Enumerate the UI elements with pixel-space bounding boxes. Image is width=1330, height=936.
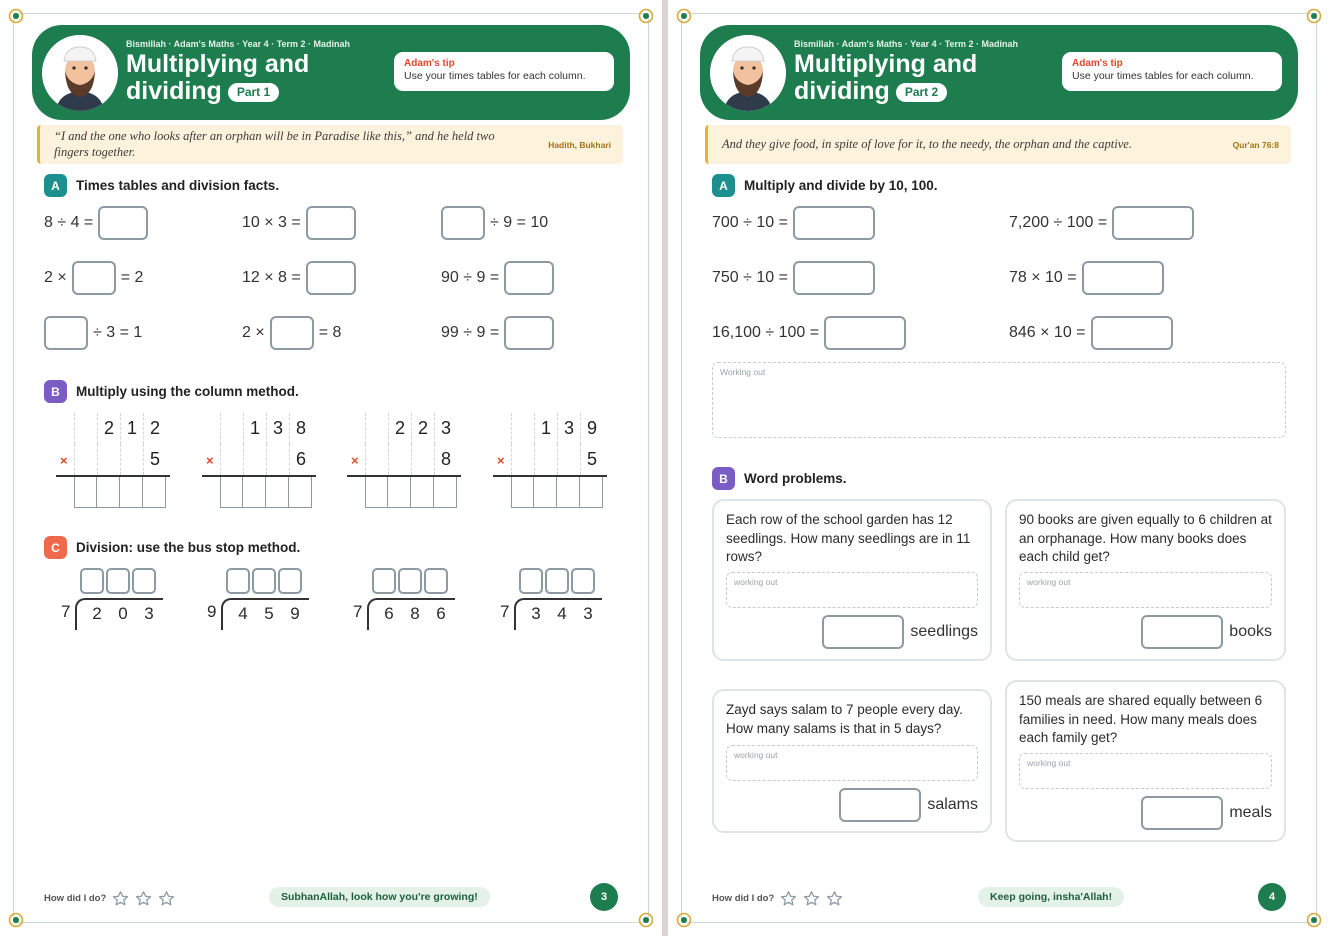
- digit-cell: [243, 444, 266, 475]
- tip-text: Use your times tables for each column.: [404, 70, 586, 82]
- tip-title: Adam's tip: [404, 58, 455, 69]
- digit-cell: 2: [97, 413, 120, 444]
- section-title: Times tables and division facts.: [76, 178, 280, 193]
- answer-row: [1141, 796, 1272, 830]
- title-line-2: dividing: [794, 77, 890, 105]
- corner-ornament-icon: [1306, 912, 1322, 928]
- star-icon[interactable]: [112, 890, 129, 907]
- answer-digit-box[interactable]: [580, 475, 603, 508]
- section-b-heading: [712, 467, 847, 490]
- answer-box[interactable]: [839, 788, 921, 822]
- answer-digit-box[interactable]: [266, 475, 289, 508]
- adams-tip-card: [394, 52, 614, 91]
- digit-cell: 2: [388, 413, 411, 444]
- page-number: 3: [590, 883, 618, 911]
- answer-unit: books: [1229, 623, 1272, 640]
- adams-tip-card: [1062, 52, 1282, 91]
- digit-cell: 3: [434, 413, 457, 444]
- title-line-1: Multiplying and: [126, 50, 310, 78]
- answer-digit-box[interactable]: [120, 475, 143, 508]
- answer-box[interactable]: [270, 316, 314, 350]
- quotient-box[interactable]: [252, 568, 276, 594]
- quotient-box[interactable]: [278, 568, 302, 594]
- star-icon[interactable]: [803, 890, 820, 907]
- answer-box[interactable]: [1141, 615, 1223, 649]
- page-header: [32, 25, 630, 120]
- digit-cell: 3: [557, 413, 580, 444]
- answer-digit-box[interactable]: [511, 475, 534, 508]
- dividend-digit: 4: [238, 604, 248, 623]
- answer-box[interactable]: [306, 261, 356, 295]
- fact-equation: [44, 316, 142, 350]
- quotient-box[interactable]: [372, 568, 396, 594]
- equals-line: [202, 475, 316, 477]
- digit-cell: [97, 444, 120, 475]
- digit-cell: [388, 444, 411, 475]
- equation-left: 7,200 ÷ 100 =: [1009, 214, 1108, 231]
- answer-row: [822, 615, 978, 649]
- equation-left: 700 ÷ 10 =: [712, 214, 788, 231]
- answer-box[interactable]: [793, 261, 875, 295]
- quran-quote: [705, 125, 1291, 164]
- section-title: Word problems.: [744, 471, 847, 486]
- fact-equation: [242, 316, 341, 350]
- fact-equation: [712, 261, 880, 295]
- star-icon[interactable]: [780, 890, 797, 907]
- answer-unit: salams: [927, 796, 978, 813]
- section-a-heading: [44, 174, 279, 197]
- title-line-2: dividing: [126, 77, 222, 105]
- equation-left: 99 ÷ 9 =: [441, 324, 500, 341]
- working-out-area[interactable]: [712, 362, 1286, 438]
- section-badge: A: [712, 174, 735, 197]
- answer-box[interactable]: [822, 615, 904, 649]
- quote-source: Hadith, Bukhari: [548, 139, 611, 150]
- word-problem-card: [1005, 499, 1286, 661]
- digit-cell: 1: [243, 413, 266, 444]
- part-badge: Part 2: [896, 83, 947, 102]
- corner-ornament-icon: [638, 8, 654, 24]
- page-title: [126, 51, 346, 105]
- page-title: [794, 51, 1014, 105]
- quotient-box[interactable]: [424, 568, 448, 594]
- section-title: Multiply using the column method.: [76, 384, 299, 399]
- equation-left: 90 ÷ 9 =: [441, 269, 500, 286]
- working-out-label: working out: [734, 577, 778, 587]
- bus-stop-division: [55, 568, 165, 634]
- column-multiplication: [202, 413, 317, 508]
- answer-box[interactable]: [824, 316, 906, 350]
- dividend-digit: 6: [436, 604, 446, 623]
- answer-digit-box[interactable]: [534, 475, 557, 508]
- equation-right: ÷ 3 = 1: [93, 324, 143, 341]
- answer-digit-box[interactable]: [220, 475, 243, 508]
- corner-ornament-icon: [676, 912, 692, 928]
- corner-ornament-icon: [1306, 8, 1322, 24]
- fact-equation: [242, 206, 361, 240]
- digit-cell: [74, 413, 97, 444]
- bus-stop-division: [494, 568, 604, 634]
- digit-cell: 8: [434, 444, 457, 475]
- times-sign: ×: [497, 453, 505, 468]
- fact-equation: [44, 261, 143, 295]
- answer-digit-box[interactable]: [557, 475, 580, 508]
- digit-cell: [365, 413, 388, 444]
- page-footer: [32, 884, 630, 910]
- times-sign: ×: [351, 453, 359, 468]
- star-icon[interactable]: [158, 890, 175, 907]
- section-title: Multiply and divide by 10, 100.: [744, 178, 938, 193]
- digit-cell: [557, 444, 580, 475]
- page-number: 4: [1258, 883, 1286, 911]
- equation-right: = 2: [120, 269, 144, 286]
- answer-unit: meals: [1229, 804, 1272, 821]
- page-footer: [700, 884, 1298, 910]
- fact-equation: [1009, 206, 1199, 240]
- fact-equation: [44, 206, 153, 240]
- bus-stop-division: [201, 568, 311, 634]
- adam-avatar-icon: [42, 35, 118, 111]
- section-b-heading: [44, 380, 299, 403]
- corner-ornament-icon: [8, 912, 24, 928]
- divisor: 9: [207, 602, 217, 621]
- corner-ornament-icon: [676, 8, 692, 24]
- digit-cell: [534, 444, 557, 475]
- fact-equation: [441, 316, 559, 350]
- dividend-digit: 3: [583, 604, 593, 623]
- working-out-area[interactable]: [726, 572, 978, 608]
- fact-equation: [712, 206, 880, 240]
- answer-box[interactable]: [306, 206, 356, 240]
- section-c-heading: [44, 536, 300, 559]
- answer-digit-box[interactable]: [365, 475, 388, 508]
- dividend-digit: 2: [92, 604, 102, 623]
- worksheet-page-3: [0, 0, 662, 936]
- part-badge: Part 1: [228, 83, 279, 102]
- answer-digit-box[interactable]: [243, 475, 266, 508]
- working-out-label: Working out: [720, 367, 766, 377]
- answer-box[interactable]: [72, 261, 116, 295]
- word-problem-text: Each row of the school garden has 12 seedlings. How many seedlings are in 11 rows?: [726, 512, 971, 564]
- equation-left: 16,100 ÷ 100 =: [712, 324, 820, 341]
- word-problem-card: [712, 499, 992, 661]
- fact-equation: [1009, 316, 1178, 350]
- equation-left: 846 × 10 =: [1009, 324, 1086, 341]
- answer-box[interactable]: [44, 316, 88, 350]
- word-problem-card: [712, 689, 992, 833]
- divisor: 7: [61, 602, 71, 621]
- dividend-digit: 9: [290, 604, 300, 623]
- equation-left: 2 ×: [242, 324, 265, 341]
- equals-line: [493, 475, 607, 477]
- digit-cell: [266, 444, 289, 475]
- equation-right: ÷ 9 = 10: [490, 214, 549, 231]
- quotient-box[interactable]: [571, 568, 595, 594]
- digit-cell: 6: [289, 444, 312, 475]
- corner-ornament-icon: [8, 8, 24, 24]
- digit-cell: [220, 444, 243, 475]
- dividend-digit: 0: [118, 604, 128, 623]
- fact-equation: [1009, 261, 1169, 295]
- dividend-digit: 5: [264, 604, 274, 623]
- fact-equation: [242, 261, 361, 295]
- dividend-digit: 6: [384, 604, 394, 623]
- tip-text: Use your times tables for each column.: [1072, 70, 1254, 82]
- column-multiplication: [347, 413, 462, 508]
- answer-box[interactable]: [1091, 316, 1173, 350]
- quotient-box[interactable]: [132, 568, 156, 594]
- dividend-digit: 3: [144, 604, 154, 623]
- digit-cell: 2: [143, 413, 166, 444]
- word-problem-text: Zayd says salam to 7 people every day. How many salams is that in 5 days?: [726, 702, 963, 736]
- working-out-area[interactable]: [1019, 753, 1272, 789]
- column-multiplication: [56, 413, 171, 508]
- working-out-label: working out: [1027, 758, 1071, 768]
- fact-equation: [712, 316, 911, 350]
- worksheet-page-4: [668, 0, 1330, 936]
- quote-source: Qur'an 76:8: [1232, 139, 1279, 150]
- rating-label: How did I do?: [712, 893, 775, 904]
- answer-unit: seedlings: [910, 623, 978, 640]
- tip-title: Adam's tip: [1072, 58, 1123, 69]
- divisor: 7: [353, 602, 363, 621]
- adam-avatar-icon: [710, 35, 786, 111]
- digit-cell: [411, 444, 434, 475]
- corner-ornament-icon: [638, 912, 654, 928]
- answer-box[interactable]: [1141, 796, 1223, 830]
- title-line-1: Multiplying and: [794, 50, 978, 78]
- star-icon[interactable]: [826, 890, 843, 907]
- answer-digit-box[interactable]: [289, 475, 312, 508]
- digit-cell: 1: [120, 413, 143, 444]
- hadith-quote: [37, 125, 623, 164]
- dividend-digit: 8: [410, 604, 420, 623]
- times-sign: ×: [60, 453, 68, 468]
- section-badge: B: [712, 467, 735, 490]
- worksheet-kicker: Bismillah · Adam's Maths · Year 4 · Term 2 · Madinah: [794, 39, 1019, 49]
- digit-cell: [365, 444, 388, 475]
- digit-cell: 9: [580, 413, 603, 444]
- answer-box[interactable]: [98, 206, 148, 240]
- answer-box[interactable]: [793, 206, 875, 240]
- self-rating: [44, 890, 175, 907]
- section-a-heading: [712, 174, 938, 197]
- equals-line: [56, 475, 170, 477]
- quotient-box[interactable]: [80, 568, 104, 594]
- encouragement-pill: SubhanAllah, look how you're growing!: [269, 887, 490, 907]
- digit-cell: 3: [266, 413, 289, 444]
- worksheet-kicker: Bismillah · Adam's Maths · Year 4 · Term 2 · Madinah: [126, 39, 351, 49]
- working-out-area[interactable]: [1019, 572, 1272, 608]
- equation-right: = 8: [318, 324, 342, 341]
- answer-box[interactable]: [504, 316, 554, 350]
- digit-cell: 5: [580, 444, 603, 475]
- word-problem-text: 90 books are given equally to 6 children at an orphanage. How many books does each child get?: [1019, 512, 1272, 564]
- dividend-digit: 3: [531, 604, 541, 623]
- answer-box[interactable]: [441, 206, 485, 240]
- section-badge: B: [44, 380, 67, 403]
- working-out-area[interactable]: [726, 745, 978, 781]
- bus-stop-division: [347, 568, 457, 634]
- answer-row: [1141, 615, 1272, 649]
- equation-left: 10 × 3 =: [242, 214, 301, 231]
- digit-cell: 8: [289, 413, 312, 444]
- page-header: [700, 25, 1298, 120]
- digit-cell: [74, 444, 97, 475]
- answer-digit-box[interactable]: [97, 475, 120, 508]
- digit-cell: 2: [411, 413, 434, 444]
- answer-digit-box[interactable]: [411, 475, 434, 508]
- digit-cell: [220, 413, 243, 444]
- quote-text: “I and the one who looks after an orphan will be in Paradise like this,” and he held two fingers together.: [54, 129, 495, 159]
- digit-cell: 1: [534, 413, 557, 444]
- answer-box[interactable]: [504, 261, 554, 295]
- answer-box[interactable]: [1082, 261, 1164, 295]
- quotient-box[interactable]: [545, 568, 569, 594]
- quotient-box[interactable]: [106, 568, 130, 594]
- working-out-label: working out: [1027, 577, 1071, 587]
- dividend-digit: 4: [557, 604, 567, 623]
- equals-line: [347, 475, 461, 477]
- fact-equation: [441, 206, 548, 240]
- equation-left: 78 × 10 =: [1009, 269, 1077, 286]
- equation-left: 750 ÷ 10 =: [712, 269, 788, 286]
- section-badge: A: [44, 174, 67, 197]
- answer-digit-box[interactable]: [74, 475, 97, 508]
- digit-cell: 5: [143, 444, 166, 475]
- rating-label: How did I do?: [44, 893, 107, 904]
- section-badge: C: [44, 536, 67, 559]
- section-title: Division: use the bus stop method.: [76, 540, 301, 555]
- equation-left: 2 ×: [44, 269, 67, 286]
- answer-digit-box[interactable]: [434, 475, 457, 508]
- answer-digit-box[interactable]: [388, 475, 411, 508]
- quote-text: And they give food, in spite of love for it, to the needy, the orphan and the captive.: [722, 136, 1132, 151]
- answer-box[interactable]: [1112, 206, 1194, 240]
- word-problem-card: [1005, 680, 1286, 842]
- self-rating: [712, 890, 843, 907]
- word-problem-text: 150 meals are shared equally between 6 families in need. How many meals does each family get?: [1019, 693, 1263, 745]
- quotient-box[interactable]: [519, 568, 543, 594]
- digit-cell: [511, 444, 534, 475]
- digit-cell: [120, 444, 143, 475]
- answer-row: [839, 788, 978, 822]
- encouragement-pill: Keep going, insha'Allah!: [978, 887, 1124, 907]
- column-multiplication: [493, 413, 608, 508]
- quotient-box[interactable]: [398, 568, 422, 594]
- equation-left: 12 × 8 =: [242, 269, 301, 286]
- answer-digit-box[interactable]: [143, 475, 166, 508]
- star-icon[interactable]: [135, 890, 152, 907]
- divisor: 7: [500, 602, 510, 621]
- quotient-box[interactable]: [226, 568, 250, 594]
- working-out-label: working out: [734, 750, 778, 760]
- times-sign: ×: [206, 453, 214, 468]
- digit-cell: [511, 413, 534, 444]
- fact-equation: [441, 261, 559, 295]
- equation-left: 8 ÷ 4 =: [44, 214, 94, 231]
